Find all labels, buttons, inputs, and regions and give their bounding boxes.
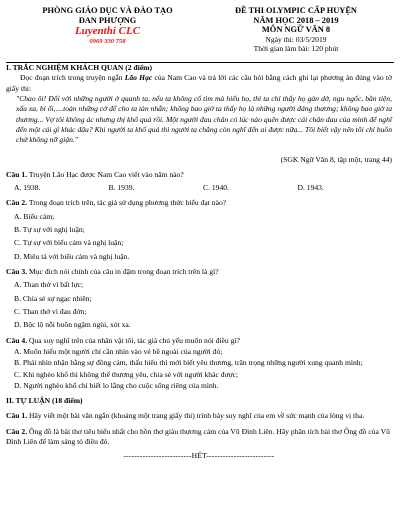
essay-2-text: Ông đồ là bài thơ tiêu biểu nhất cho hồn thơ giàu thương cảm của Vũ Đình Liên. Hãy phân tích bài thơ Ông đồ của Vũ Đình Liên để làm sáng tỏ điều đó. xyxy=(6,426,390,447)
end-marker: -------------------------HẾT------------------------- xyxy=(123,451,275,461)
q2-option-d: D. Miêu tả với biểu cảm và nghị luận. xyxy=(14,251,130,261)
q2-option-c: C. Tự sự với biểu cảm và nghị luận; xyxy=(14,238,124,248)
essay-1-text: Hãy viết một bài văn ngắn (khoảng một trang giấy thi) trình bày suy nghĩ của em về sức mạnh của lòng vị tha. xyxy=(27,411,365,421)
intro-text-a: Đọc đoạn trích trong truyện ngắn xyxy=(20,73,125,83)
question-2-text: Trong đoạn trích trên, tác giả sử dụng phương thức biểu đạt nào? xyxy=(27,198,227,208)
q1-option-d: D. 1943. xyxy=(297,183,324,193)
question-2-options xyxy=(6,212,392,262)
q3-option-a: A. Than thở vì bất lực; xyxy=(14,280,84,290)
essay-2-label: Câu 2. xyxy=(6,426,28,436)
brand-phone: 0969 330 758 xyxy=(89,37,126,45)
q2-option-b: B. Tự sự với nghị luận; xyxy=(14,225,85,235)
q3-option-b: B. Chia sẻ sự ngạc nhiên; xyxy=(14,293,92,303)
question-1 xyxy=(6,170,392,180)
q2-option-a: A. Biểu cảm; xyxy=(14,211,55,221)
part1-title: I. TRẮC NGHIỆM KHÁCH QUAN (2 điểm) xyxy=(6,63,153,72)
intro-text-b: của Nam Cao và trả lời các câu hỏi bằng cách ghi lại phương án đúng vào tờ giấy thi: xyxy=(6,73,392,93)
exam-content xyxy=(6,63,392,462)
excerpt-quote: "Chao ôi! Đối với những người ở quanh ta, nếu ta không cố tìm mà hiểu họ, thì ta chỉ thấy họ gàn dở, ngu ngốc, bần tiện, xấu xa, bỉ ổi,....toàn những cớ để cho ta tàn nhẫn; không bao giờ ta thấy họ là những người đáng thương; không bao giờ ta thương... Vợ tôi không ác nhưng thị khổ quá rồi. Một người đau chân có lúc nào quên được cái chân đau của mình để nghĩ đến một cái gì khác đâu? Khi người ta khổ quá thì người ta chẳng còn nghĩ đến ai được nữa... Tôi biết vậy nên tôi chỉ buồn chứ không nỡ giận." xyxy=(16,93,392,145)
header-right xyxy=(200,6,392,54)
exam-title-line-2: NĂM HỌC 2018 – 2019 xyxy=(253,15,339,25)
question-3 xyxy=(6,267,392,277)
exam-title-line-3: MÔN NGỮ VĂN 8 xyxy=(261,25,331,35)
header-left xyxy=(20,6,195,45)
question-4 xyxy=(6,336,392,346)
essay-question-1 xyxy=(6,411,392,421)
q3-option-d: D. Bộc lộ nỗi buồn ngậm ngùi, xót xa. xyxy=(14,320,131,330)
question-1-text: Truyện Lão Hạc được Nam Cao viết vào năm nào? xyxy=(27,169,184,179)
exam-date: Ngày thi: 03/5/2019 xyxy=(265,34,327,44)
question-3-label: Câu 3. xyxy=(6,267,28,276)
question-3-text: Mục đích nói chính của câu in đậm trong đoạn trích trên là gì? xyxy=(27,267,219,276)
intro-work-title: Lão Hạc xyxy=(124,73,153,83)
q4-option-a: A. Muốn hiểu một người chỉ cần nhìn vào vẻ bề ngoài của người đó; xyxy=(14,346,223,356)
excerpt-source: (SGK Ngữ Văn 8, tập một, trang 44) xyxy=(280,154,392,164)
department-line-2: ĐAN PHƯỢNG xyxy=(78,15,137,25)
question-2-label: Câu 2. xyxy=(6,198,28,208)
q1-option-b: B. 1939. xyxy=(108,183,135,193)
question-2 xyxy=(6,198,392,208)
q4-option-d: D. Người nghèo khổ chỉ biết lo lắng cho cuộc sống riêng của mình. xyxy=(14,380,219,390)
essay-1-label: Câu 1. xyxy=(6,411,28,421)
brand-watermark: Luyenthi CLC xyxy=(74,25,141,38)
q4-option-b: B. Phải nhìn nhận bằng sự đồng cảm, thấu hiểu thì mới biết yêu thương, trân trọng những người xung quanh mình; xyxy=(14,358,363,368)
department-line-1: PHÒNG GIÁO DỤC VÀ ĐÀO TẠO xyxy=(42,6,173,15)
exam-title-line-1: ĐỀ THI OLYMPIC CẤP HUYỆN xyxy=(235,6,357,15)
part2-title: II. TỰ LUẬN (18 điểm) xyxy=(6,396,83,406)
q1-option-a: A. 1938. xyxy=(14,183,41,193)
question-1-label: Câu 1. xyxy=(6,169,28,179)
exam-duration: Thời gian làm bài: 120 phút xyxy=(253,44,339,54)
question-4-label: Câu 4. xyxy=(6,335,28,345)
essay-question-2 xyxy=(6,427,392,448)
q4-option-c: C. Khi nghèo khổ thì không thể thương yêu, chia sẻ với người khác được; xyxy=(14,369,239,379)
q3-option-c: C. Than thở vì đau đớn; xyxy=(14,306,87,316)
question-4-text: Qua suy nghĩ trên của nhân vật tôi, tác giả chủ yếu muốn nói điều gì? xyxy=(27,335,240,345)
question-3-options xyxy=(6,280,392,330)
question-4-options xyxy=(6,347,392,391)
question-1-options xyxy=(6,183,392,193)
part1-intro xyxy=(6,73,392,94)
q1-option-c: C. 1940. xyxy=(203,183,229,193)
